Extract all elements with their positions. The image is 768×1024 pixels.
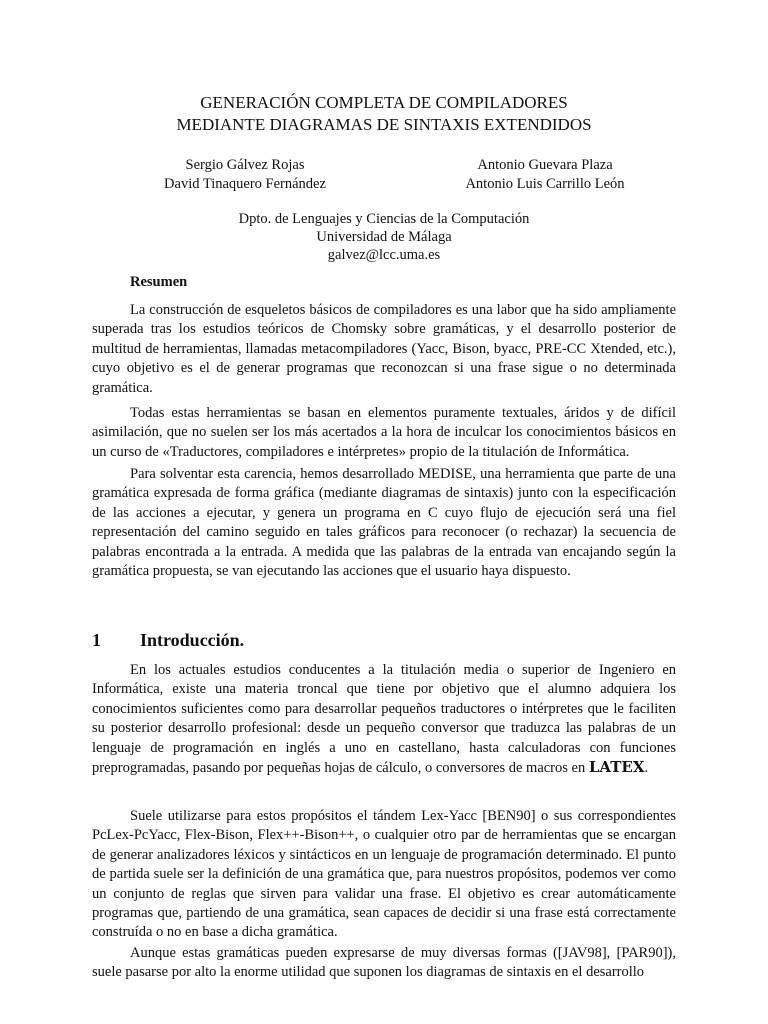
affiliation: [0, 210, 768, 264]
section-title: Introducción.: [140, 630, 245, 650]
body-paragraph-text: En los actuales estudios conducentes a la titulación media o superior de Ingeniero en Informática, existe una materia troncal que tiene por objetivo que el alumno adquiera los conocimientos suficientes como para desarrollar pequeños traductores o intérpretes que le faciliten su posterior desarrollo profesional: desde un pequeño conversor que traduzca las palabras de un lenguaje de programación en inglés a uno en castellano, hasta calculadoras con funciones preprogramadas, pasando por pequeñas hojas de cálculo, o conversores de macros en: [92, 662, 676, 777]
section-number: 1: [92, 630, 101, 650]
university: Universidad de Málaga: [316, 229, 452, 245]
sentence-end: .: [644, 760, 649, 777]
latex-logo: LATEX: [588, 758, 645, 777]
author-name: David Tinaquero Fernández: [164, 176, 326, 192]
title-line-1: GENERACIÓN COMPLETA DE COMPILADORES: [200, 93, 568, 112]
abstract-paragraph: La construcción de esqueletos básicos de compiladores es una labor que ha sido ampliamente superada tras los estudios teóricos de Chomsky sobre gramáticas, y el desarrollo posterior de multitud de herramientas, llamadas metacompiladores (Yacc, Bison, byacc, PRE-CC Xtended, etc.), cuyo objetivo es el de generar programas que reconozcan si una frase sigue o no determinada gramática.: [92, 302, 676, 396]
body-paragraph: Aunque estas gramáticas pueden expresarse de muy diversas formas ([JAV98], [PAR90]), suele pasarse por alto la enorme utilidad que suponen los diagramas de sintaxis en el desarrollo: [92, 945, 676, 981]
authors-left: [100, 156, 390, 194]
section-heading: [92, 630, 244, 651]
author-name: Antonio Guevara Plaza: [477, 157, 613, 173]
paper-title: [0, 92, 768, 136]
abstract-heading: Resumen: [130, 274, 188, 290]
body-paragraph: Suele utilizarse para estos propósitos el tándem Lex-Yacc [BEN90] o sus correspondientes PcLex-PcYacc, Flex-Bison, Flex++-Bison++, o cualquier otro par de herramientas que se encargan de generar analizadores léxicos y sintácticos en un lenguaje de programación determinado. El punto de partida suele ser la definición de una gramática que, para nuestros propósitos, podemos ver como un conjunto de reglas que sirven para validar una frase. El objetivo es crear automáticamente programas que, partiendo de una gramática, sean capaces de decidir si una frase está correctamente construída o no en base a dicha gramática.: [92, 808, 676, 941]
abstract-paragraph: Para solventar esta carencia, hemos desarrollado MEDISE, una herramienta que parte de una gramática expresada de forma gráfica (mediante diagramas de sintaxis) junto con la especificación de las acciones a ejecutar, y genera un programa en C cuyo flujo de ejecución será una fiel representación del camino seguido en tales gráficos para reconocer (o rechazar) la secuencia de palabras encontrada a la entrada. A medida que las palabras de la entrada van encajando según la gramática propuesta, se van ejecutando las acciones que el usuario haya dispuesto.: [92, 466, 676, 580]
email: galvez@lcc.uma.es: [327, 247, 441, 263]
authors-right: [400, 156, 690, 194]
department: Dpto. de Lenguajes y Ciencias de la Computación: [238, 211, 530, 227]
body-paragraph: [92, 661, 676, 778]
abstract-paragraph: Todas estas herramientas se basan en elementos puramente textuales, áridos y de difícil asimilación, que no suelen ser los más acertados a la hora de inculcar los conocimientos básicos en un curso de «Traductores, compiladores e intérpretes» propio de la titulación de Informática.: [92, 405, 676, 460]
title-line-2: MEDIANTE DIAGRAMAS DE SINTAXIS EXTENDIDOS: [176, 115, 592, 134]
author-name: Sergio Gálvez Rojas: [185, 157, 305, 173]
author-name: Antonio Luis Carrillo León: [465, 176, 625, 192]
